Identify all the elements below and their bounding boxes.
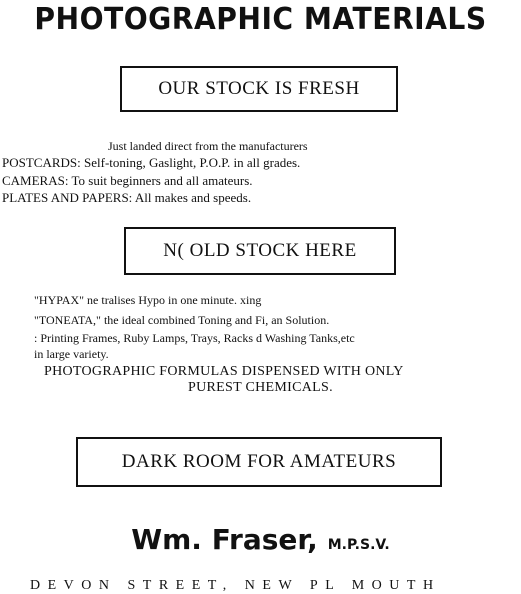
headline: PHOTOGRAPHIC MATERIALS: [34, 2, 487, 37]
postcards-line: POSTCARDS: Self-toning, Gaslight, P.O.P. in all grades.: [2, 155, 301, 170]
dark-room-box: DARK ROOM FOR AMATEURS: [76, 437, 442, 487]
formulas-line-2: PUREST CHEMICALS.: [188, 380, 333, 395]
address-line: DEVON STREET, NEW PL MOUTH: [30, 578, 441, 593]
no-old-stock-box: N( OLD STOCK HERE: [124, 227, 396, 275]
stock-fresh-box: OUR STOCK IS FRESH: [120, 66, 398, 112]
proprietor-name: Wm. Fraser,: [131, 523, 318, 556]
frames-line: : Printing Frames, Ruby Lamps, Trays, Racks d Washing Tanks,etc: [34, 331, 355, 345]
plates-line: PLATES AND PAPERS: All makes and speeds.: [2, 190, 252, 205]
proprietor-qualifications: M.P.S.V.: [327, 537, 390, 553]
formulas-line-1: PHOTOGRAPHIC FORMULAS DISPENSED WITH ONLY: [44, 364, 404, 379]
signature: [0, 523, 521, 556]
variety-line: in large variety.: [34, 347, 109, 361]
toneata-line: "TONEATA," the ideal combined Toning and Fi, an Solution.: [34, 313, 330, 327]
cameras-line: CAMERAS: To suit beginners and all amateurs.: [2, 173, 253, 188]
intro-line: Just landed direct from the manufacturers: [108, 139, 308, 153]
hypax-line: "HYPAX" ne tralises Hypo in one minute. xing: [34, 293, 262, 307]
